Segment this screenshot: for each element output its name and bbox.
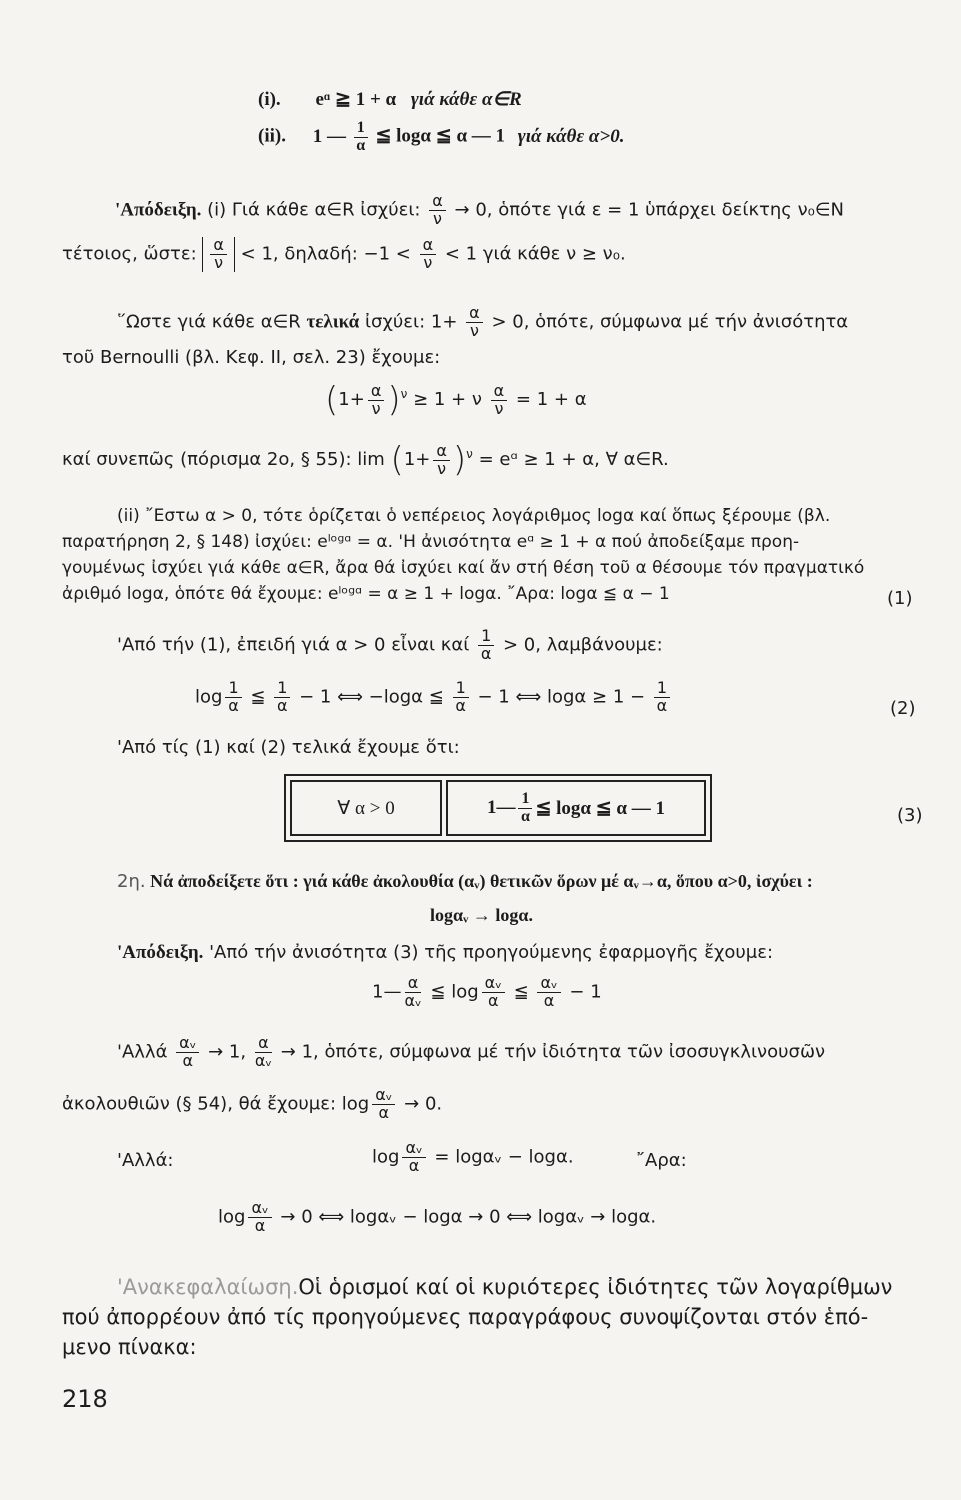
proof2-line-5: 'Από τήν (1), ἐπειδή γιά α > 0 εἶναι καί $\frac{1}{\alpha}$ > 0, λαμβάνουμε: [117, 626, 663, 663]
proof2-line-4: ἀριθμό logα, ὁπότε θά ἔχουμε: eˡᵒᵍᵅ = α ≥ 1 + logα. ῎Αρα: logα ≦ α − 1 [62, 584, 670, 604]
app2-proof-line-1: 'Απόδειξη. 'Από τήν ἀνισότητα (3) τῆς προηγούμενης ἐφαρμογῆς ἔχουμε: [117, 942, 774, 963]
limit-line: καί συνεπῶς (πόρισμα 2ο, § 55): lim (1+ $\frac{\alpha}{\nu}$ )$^\nu$ = eᵅ ≥ 1 + α, ∀ α∈R. [62, 440, 669, 480]
page-number: 218 [62, 1385, 108, 1413]
alla-line: 'Αλλά $\frac{\text{αᵥ}}{\alpha}$ → 1, $\frac{\alpha}{\text{αᵥ}}$ → 1, ὁπότε, σύμφωνα μέ τήν ἰδιότητα τῶν ἰσοσυγκλινουσῶν [117, 1033, 826, 1070]
summary-line-1: 'Ανακεφαλαίωση.Οἱ ὁρισμοί καί οἱ κυριότερες ἰδιότητες τῶν λογαρίθμων [117, 1275, 893, 1299]
summary-title: 'Ανακεφαλαίωση. [117, 1275, 299, 1299]
proof-line-2: τέτοιος, ὥστε: $\frac{\alpha}{\nu}$ < 1, δηλαδή: −1 < $\frac{\alpha}{\nu}$ < 1 γιά κάθε ν ≥ ν₀. [62, 235, 626, 272]
item-i: (i). eᵅ ≧ 1 + α γιά κάθε α∈R [258, 89, 522, 110]
result-box [284, 774, 712, 842]
proof-line-1: 'Απόδειξη. (i) Γιά κάθε α∈R ἰσχύει: $\frac{\alpha}{\nu}$ → 0, ὁπότε γιά ε = 1 ὑπάρχει δείκτης ν₀∈N [115, 191, 844, 228]
item-ii: (ii). 1 — $\frac{1}{\alpha}$ ≦ logα ≦ α — 1 γιά κάθε α>0. [258, 119, 625, 154]
alla-2-label: 'Αλλά: [117, 1150, 174, 1171]
proof2-line-6: 'Από τίς (1) καί (2) τελικά ἔχουμε ὅτι: [117, 737, 460, 758]
proof2-line-1: (ii) ῎Εστω α > 0, τότε ὁρίζεται ὁ νεπέρειος λογάριθμος logα καί ὅπως ξέρουμε (βλ. [117, 506, 831, 526]
application-2-statement: 2η. Νά ἀποδείξετε ὅτι : γιά κάθε ἀκολουθία (αᵥ) θετικῶν ὅρων μέ αᵥ→α, ὅπου α>0, ἰσχύει : [117, 871, 813, 892]
ara-label: ῎Αρα: [636, 1150, 687, 1171]
akolouthion-line: ἀκολουθιῶν (§ 54), θά ἔχουμε: log $\frac{\text{αᵥ}}{\alpha}$ → 0. [62, 1085, 443, 1122]
equation-number-1: (1) [887, 588, 913, 609]
equation-number-2: (2) [890, 698, 916, 719]
equation-2: log $\frac{1}{\alpha}$ ≦ $\frac{1}{\alpha}$ − 1 ⟺ −logα ≦ $\frac{1}{\alpha}$ − 1 ⟺ logα ≥ 1 − $\frac{1}{\alpha}$ [195, 680, 673, 715]
result-box-condition: ∀ α > 0 [290, 780, 442, 836]
fraction: $\frac{1}{\alpha}$ [354, 120, 368, 155]
summary-line-2: πού ἀπορρέουν ἀπό τίς προηγούμενες παραγράφους συνοψίζονται στόν ἑπό- [62, 1305, 869, 1329]
proof2-line-2: παρατήρηση 2, § 148) ἰσχύει: eˡᵒᵍᵅ = α. 'Η ἀνισότητα eᵅ ≥ 1 + α πού ἀποδείξαμε προη- [62, 532, 800, 552]
bernoulli-equation: (1+ $\frac{\alpha}{\nu}$ )$^\nu$ ≥ 1 + ν $\frac{\alpha}{\nu}$ = 1 + α [325, 380, 587, 420]
summary-line-3: μενο πίνακα: [62, 1335, 197, 1359]
equation-number-3: (3) [897, 805, 923, 826]
application-2-claim: logαᵥ → logα. [430, 905, 533, 925]
result-box-inequality: 1— $\frac{1}{\alpha}$ ≦ logα ≦ α — 1 [446, 780, 706, 836]
equation-4: log $\frac{\text{αᵥ}}{\alpha}$ = logαᵥ − logα. [372, 1138, 574, 1175]
proof2-line-3: γουμένως ἰσχύει γιά κάθε α∈R, ἄρα θά ἰσχύει καί ἄν στή θέση τοῦ α θέσουμε τόν πραγματικό [62, 558, 865, 578]
equation-5: log $\frac{\text{αᵥ}}{\alpha}$ → 0 ⟺ logαᵥ − logα → 0 ⟺ logαᵥ → logα. [218, 1198, 657, 1235]
equation-3: 1— $\frac{\alpha}{\text{αᵥ}}$ ≦ log $\frac{\text{αᵥ}}{\alpha}$ ≦ $\frac{\text{αᵥ}}{\alpha}$ − 1 [372, 973, 602, 1010]
proof-line-3: ῞Ωστε γιά κάθε α∈R τελικά ἰσχύει: 1+ $\frac{\alpha}{\nu}$ > 0, ὁπότε, σύμφωνα μέ τήν ἀνισότητα [117, 303, 849, 340]
proof-line-4: τοῦ Bernoulli (βλ. Κεφ. II, σελ. 23) ἔχουμε: [62, 347, 441, 368]
